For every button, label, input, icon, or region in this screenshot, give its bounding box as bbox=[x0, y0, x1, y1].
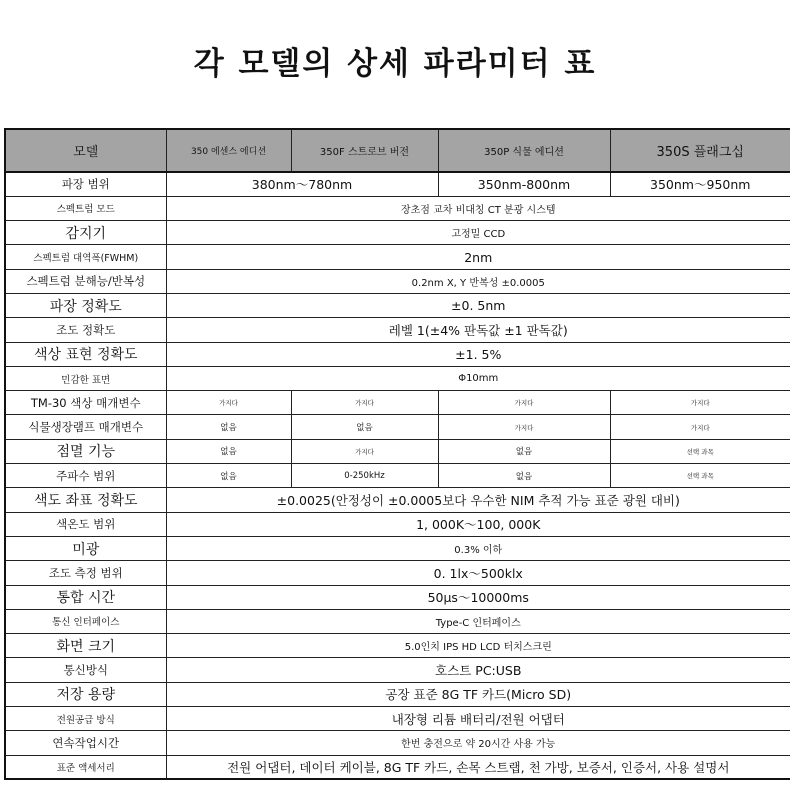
row-label: 파장 정확도 bbox=[5, 293, 166, 317]
cell-value: 가지다 bbox=[610, 415, 790, 439]
row-label: 색도 좌표 정확도 bbox=[5, 488, 166, 512]
table-row bbox=[5, 707, 790, 731]
table-row bbox=[5, 488, 790, 512]
cell-value: 장초점 교차 비대칭 CT 분광 시스템 bbox=[166, 196, 790, 220]
cell-value: 가지다 bbox=[438, 415, 610, 439]
cell-value: 없음 bbox=[166, 415, 291, 439]
cell-value: 레벨 1(±4% 판독값 ±1 판독값) bbox=[166, 318, 790, 342]
row-label: 저장 용량 bbox=[5, 682, 166, 706]
cell-value: 없음 bbox=[166, 439, 291, 463]
table-row bbox=[5, 561, 790, 585]
cell-value: 선택 과목 bbox=[610, 464, 790, 488]
cell-value: 0. 1lx～500klx bbox=[166, 561, 790, 585]
cell-value: 가지다 bbox=[610, 391, 790, 415]
row-label: 조도 측정 범위 bbox=[5, 561, 166, 585]
row-label: 전원공급 방식 bbox=[5, 707, 166, 731]
header-model-350s: 350S 플래그십 bbox=[610, 129, 790, 172]
cell-value: Φ10mm bbox=[166, 366, 790, 390]
cell-value: 한번 충전으로 약 20시간 사용 가능 bbox=[166, 731, 790, 755]
table-row bbox=[5, 245, 790, 269]
cell-value: 0.3% 이하 bbox=[166, 536, 790, 560]
cell-value: 2nm bbox=[166, 245, 790, 269]
cell-value: 5.0인치 IPS HD LCD 터치스크린 bbox=[166, 634, 790, 658]
row-label: 파장 범위 bbox=[5, 172, 166, 196]
cell-value: ±0.0025(안정성이 ±0.0005보다 우수한 NIM 추적 가능 표준 광원 대비) bbox=[166, 488, 790, 512]
header-model-350: 350 에센스 에디션 bbox=[166, 129, 291, 172]
cell-value: 가지다 bbox=[438, 391, 610, 415]
row-label: 색온도 범위 bbox=[5, 512, 166, 536]
row-label: 스펙트럼 모드 bbox=[5, 196, 166, 220]
cell-value: 가지다 bbox=[291, 391, 438, 415]
cell-value: 없음 bbox=[438, 464, 610, 488]
cell-value: 없음 bbox=[438, 439, 610, 463]
cell-value: 내장형 리튬 배터리/전원 어댑터 bbox=[166, 707, 790, 731]
row-label: 감지기 bbox=[5, 221, 166, 245]
row-label: 통신 인터페이스 bbox=[5, 609, 166, 633]
cell-value: 50μs～10000ms bbox=[166, 585, 790, 609]
cell-value: 380nm～780nm bbox=[166, 172, 438, 196]
table-row bbox=[5, 755, 790, 779]
table-row bbox=[5, 318, 790, 342]
cell-value: 고정밀 CCD bbox=[166, 221, 790, 245]
table-row bbox=[5, 609, 790, 633]
row-label: 연속작업시간 bbox=[5, 731, 166, 755]
cell-value: 전원 어댑터, 데이터 케이블, 8G TF 카드, 손목 스트랩, 천 가방, 보증서, 인증서, 사용 설명서 bbox=[166, 755, 790, 779]
table-row bbox=[5, 196, 790, 220]
table-row bbox=[5, 682, 790, 706]
table-row bbox=[5, 731, 790, 755]
row-label: TM-30 색상 매개변수 bbox=[5, 391, 166, 415]
row-label: 민감한 표면 bbox=[5, 366, 166, 390]
table-row bbox=[5, 512, 790, 536]
table-row bbox=[5, 439, 790, 463]
table-row bbox=[5, 585, 790, 609]
table-row bbox=[5, 269, 790, 293]
row-label: 표준 액세서리 bbox=[5, 755, 166, 779]
cell-value: 0.2nm X, Y 반복성 ±0.0005 bbox=[166, 269, 790, 293]
table-header-row bbox=[5, 129, 790, 172]
table-row bbox=[5, 172, 790, 196]
cell-value: 없음 bbox=[166, 464, 291, 488]
cell-value: 없음 bbox=[291, 415, 438, 439]
cell-value: 가지다 bbox=[291, 439, 438, 463]
page-title: 각 모델의 상세 파라미터 표 bbox=[193, 46, 597, 82]
header-model-350f: 350F 스트로브 버전 bbox=[291, 129, 438, 172]
row-label: 스펙트럼 대역폭(FWHM) bbox=[5, 245, 166, 269]
table-row bbox=[5, 342, 790, 366]
cell-value: 350nm～950nm bbox=[610, 172, 790, 196]
table-row bbox=[5, 415, 790, 439]
row-label: 조도 정확도 bbox=[5, 318, 166, 342]
header-model-label: 모델 bbox=[5, 129, 166, 172]
cell-value: 0-250kHz bbox=[291, 464, 438, 488]
cell-value: ±0. 5nm bbox=[166, 293, 790, 317]
row-label: 통합 시간 bbox=[5, 585, 166, 609]
cell-value: 1, 000K～100, 000K bbox=[166, 512, 790, 536]
cell-value: 가지다 bbox=[166, 391, 291, 415]
parameter-table bbox=[4, 128, 790, 780]
row-label: 점멸 기능 bbox=[5, 439, 166, 463]
row-label: 화면 크기 bbox=[5, 634, 166, 658]
cell-value: ±1. 5% bbox=[166, 342, 790, 366]
cell-value: 호스트 PC:USB bbox=[166, 658, 790, 682]
cell-value: 공장 표준 8G TF 카드(Micro SD) bbox=[166, 682, 790, 706]
table-row bbox=[5, 464, 790, 488]
row-label: 스펙트럼 분해능/반복성 bbox=[5, 269, 166, 293]
table-row bbox=[5, 634, 790, 658]
row-label: 주파수 범위 bbox=[5, 464, 166, 488]
table-row bbox=[5, 658, 790, 682]
table-row bbox=[5, 391, 790, 415]
table-row bbox=[5, 221, 790, 245]
table-row bbox=[5, 366, 790, 390]
cell-value: Type-C 인터페이스 bbox=[166, 609, 790, 633]
row-label: 식물생장램프 매개변수 bbox=[5, 415, 166, 439]
header-model-350p: 350P 식물 에디션 bbox=[438, 129, 610, 172]
cell-value: 선택 과목 bbox=[610, 439, 790, 463]
row-label: 색상 표현 정확도 bbox=[5, 342, 166, 366]
table-row bbox=[5, 293, 790, 317]
row-label: 통신방식 bbox=[5, 658, 166, 682]
table-row bbox=[5, 536, 790, 560]
cell-value: 350nm-800nm bbox=[438, 172, 610, 196]
row-label: 미광 bbox=[5, 536, 166, 560]
